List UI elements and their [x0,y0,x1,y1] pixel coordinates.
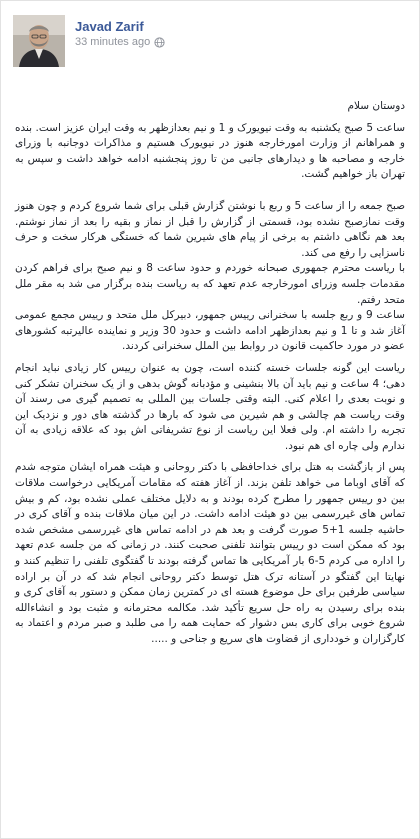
post-paragraph: صبح جمعه را از ساعت 5 و ربع با نوشتن گزارش قبلی برای شما شروع کردم و چون هنوز وقت نمازصبح نشده بود، قسمتی از گزارش را قبل از نماز و بقیه را بعد از نماز نوشتم. بعد هم نگاهی داشتم به برخی از پیام های شیرین شما که خستگی هرکار سخت و حرف ناسزایی را رفع می کند. [15,199,405,259]
post-meta [75,36,165,48]
post-greeting: دوستان سلام [347,100,405,112]
globe-icon [154,37,165,48]
author-avatar[interactable] [13,15,65,67]
post-paragraph: ریاست این گونه جلسات خسته کننده است، چون به عنوان رییس کار زیادی نباید انجام دهی؛ 4 ساعت و نیم باید آن بالا بنشینی و مؤدبانه گوش بدهی و از یک سخنران تشکر کنی و نوبت بعدی را اعلام کنی. البته وقتی جلسات بین المللی به تصمیم گیری می رسند آن وقت ریاست هم چالشی و هم شیرین می شود که بارها در گذشته های دور و نزدیک این تجربه را داشته ام. ولی فعلا این ریاست از نوع تشریفاتی اش بود که علاقه زیادی به آن ندارم ولی چاره ای هم نبود. [15,361,406,452]
avatar-photo [13,15,65,67]
post-paragraph: ساعت 9 و ربع جلسه با سخنرانی رییس جمهور، دبیرکل ملل متحد و رییس مجمع عمومی آغاز شد و تا 1 و نیم بعدازظهر ادامه داشت و حدود 30 وزیر و نماینده عالیرتبه کشورهای عضو در مورد حاکمیت قانون در روابط بین الملل سخنرانی کردند. [15,309,405,353]
post-header [13,15,409,67]
post-paragraph: با ریاست محترم جمهوری صبحانه خوردم و حدود ساعت 8 و نیم صبح برای فراهم کردن مقدمات جلسه وزرای امورخارجه عدم تعهد که به ریاست بنده برگزار می شد به مقر ملل متحد رفتم. [15,262,406,306]
author-name[interactable]: Javad Zarif [75,19,144,34]
post-paragraph: ساعت 5 صبح یکشنبه به وقت نیویورک و 1 و نیم بعدازظهر به وقت ایران عزیز است. بنده و همراهانم از وزارت امورخارجه هنوز در نیویورک هستیم و مذاکرات دوجانبه با وزرای خارجه و مصاحبه ها و دیدارهای جانبی من تا روز پنجشنبه ادامه خواهد داشت و سپس به تهران باز خواهیم گشت. [15,121,405,181]
post-paragraph: پس از بازگشت به هتل برای خداحافظی با دکتر روحانی و هیئت همراه ایشان متوجه شدم که آقای اوباما می خواهد تلفن بزند. از آغاز هفته که مقامات آمریکایی درخواست ملاقات بین دو رییس جمهور را مطرح کرده بودند و به دلایل مختلف عملی نشده بود، کم و بیش تماس های غیررسمی بین دو هیئت ادامه داشت. در این میان ملاقات بنده و آقای کری در حاشیه جلسه 1+5 صورت گرفت و بعد هم در ادامه تماس های غیررسمی مشخص شده بود که ممکن است دو رییس بتوانند تلفنی صحبت کنند. در زمانی که من جلسه عدم تعهد را اداره می کردم 5-6 بار آمریکایی ها تماس گرفته بودند تا گفتگوی تلفنی را تنظیم کنند و نهایتا این گفتگو در آستانه ترک هتل توسط دکتر روحانی انجام شد که در آن بر اراده سیاسی طرفین برای حل موضوع هسته ای در کمترین زمان ممکن و دستور به آقای کری و بنده برای رسیدن به راه حل سریع تأکید شد. مکالمه محترمانه و مثبت بود و انشاءالله شروع خوبی برای کاری بس دشوار که حمایت همه را می طلبد و صبر مردم و اعتماد به کارگزاران و خودداری از قضاوت های سریع و جناحی و ..... [15,461,405,645]
post-time[interactable]: 33 minutes ago [75,36,151,48]
post-body [15,99,405,648]
